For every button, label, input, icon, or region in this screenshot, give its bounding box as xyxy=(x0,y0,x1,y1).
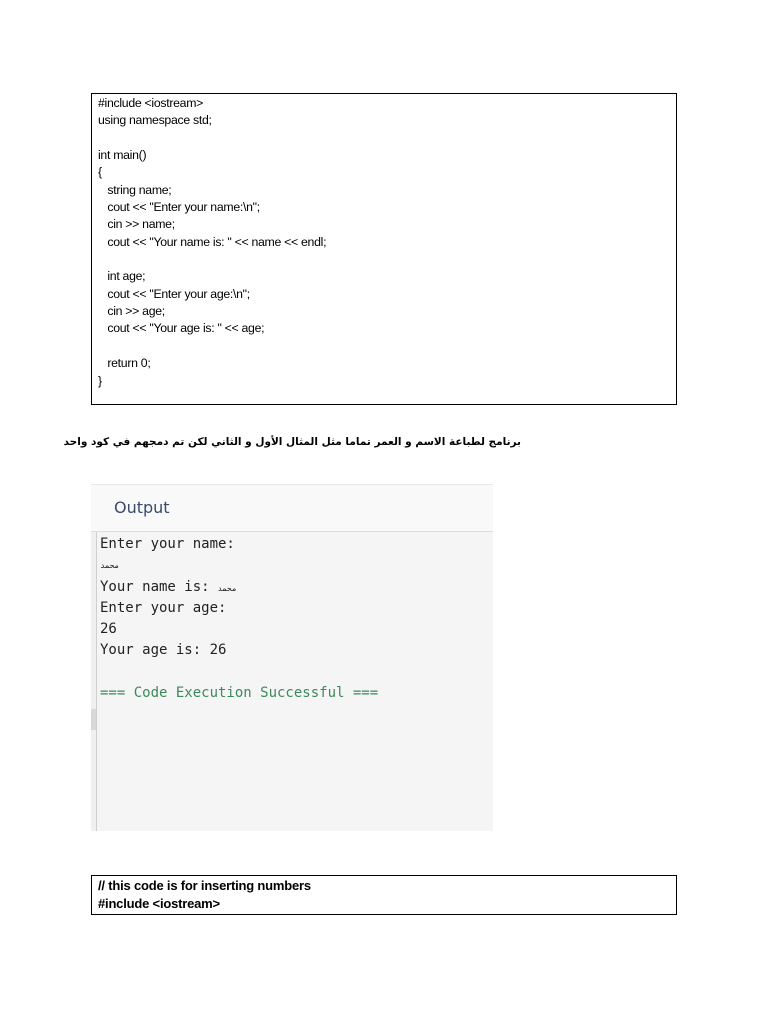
code-line xyxy=(98,251,670,268)
code-line xyxy=(98,338,670,355)
output-line: محمد xyxy=(100,561,120,571)
code-line: cout << "Enter your name:\n"; xyxy=(98,200,260,215)
output-header xyxy=(91,485,493,532)
code-line: return 0; xyxy=(98,356,151,371)
code-line: #include <iostream> xyxy=(98,96,204,110)
code-line: int main() xyxy=(98,148,147,163)
code-line: cout << "Your age is: " << age; xyxy=(98,321,265,336)
output-line xyxy=(100,662,378,683)
code-line xyxy=(98,130,670,147)
output-title: Output xyxy=(114,498,170,517)
arabic-caption: برنامج لطباعة الاسم و العمر تماما مثل المثال الأول و الثاني لكن تم دمجهم في كود واحد xyxy=(63,436,521,448)
code-line: } xyxy=(98,373,102,388)
code-line: using namespace std; xyxy=(98,113,212,128)
code-comment: // this code is for inserting numbers xyxy=(98,878,311,893)
output-line: Enter your age: xyxy=(100,599,227,616)
code-block-1 xyxy=(91,93,677,405)
output-name-value: محمد xyxy=(218,583,237,593)
output-line: 26 xyxy=(100,621,117,638)
code-line: cin >> age; xyxy=(98,304,165,319)
output-panel xyxy=(91,484,493,831)
code-line: { xyxy=(98,165,102,180)
code-line: cout << "Enter your age:\n"; xyxy=(98,286,250,301)
code-line: cin >> name; xyxy=(98,217,175,232)
code-line: cout << "Your name is: " << name << endl; xyxy=(98,234,327,249)
code-line: string name; xyxy=(98,182,172,197)
output-line: Enter your name: xyxy=(100,536,235,552)
execution-status: === Code Execution Successful === xyxy=(100,685,379,702)
output-text: Your name is: xyxy=(100,578,219,595)
output-line: Your age is: 26 xyxy=(100,642,227,659)
output-gutter xyxy=(91,532,97,831)
code-line: int age; xyxy=(98,269,146,284)
output-console xyxy=(100,534,378,704)
code-line: #include <iostream> xyxy=(98,895,220,911)
gutter-marker xyxy=(91,709,96,730)
output-line xyxy=(100,577,378,598)
code-block-2 xyxy=(91,875,677,915)
